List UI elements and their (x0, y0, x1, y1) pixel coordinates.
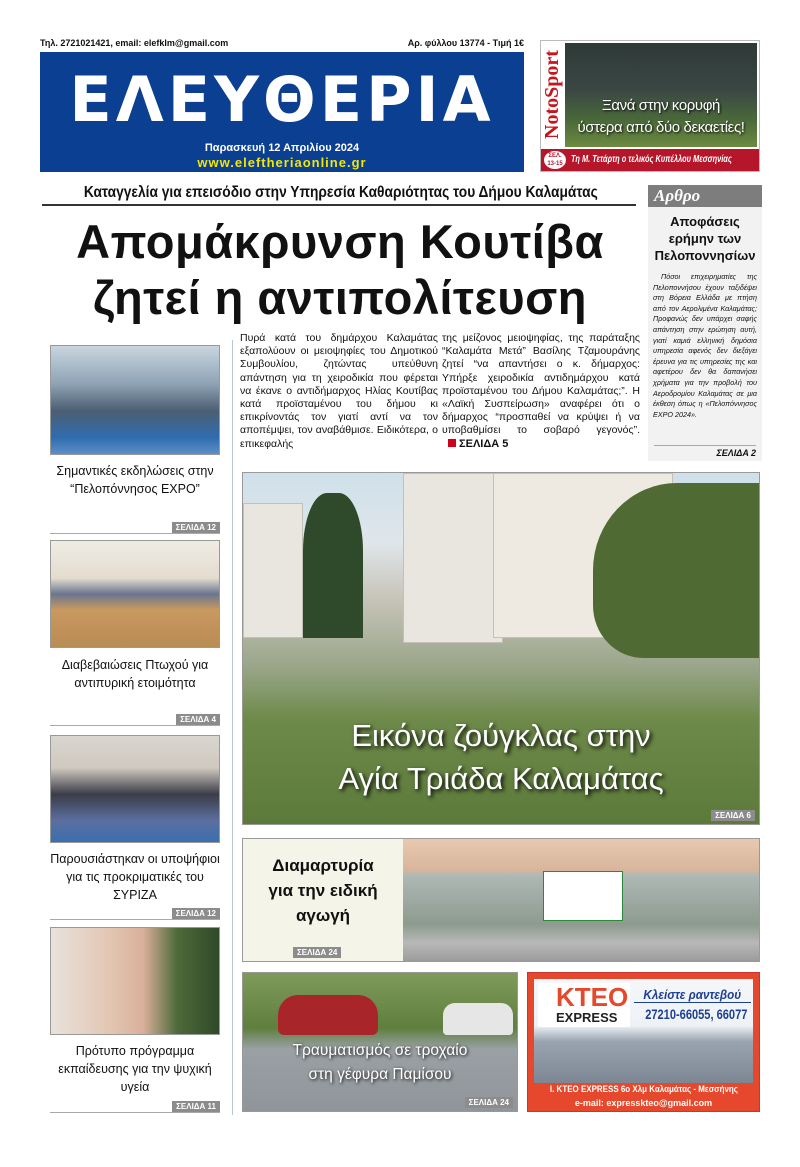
headline-line: Απομάκρυνση Κουτίβα (76, 215, 604, 268)
column-divider (232, 340, 233, 1115)
page-tag: ΣΕΛΙΔΑ 12 (172, 908, 220, 919)
story-caption[interactable]: Διαβεβαιώσεις Πτωχού για αντιπυρική ετοιμότητα (61, 658, 209, 690)
lead-headline[interactable] (30, 214, 650, 326)
team-photo (565, 43, 757, 147)
page-tag: ΣΕΛΙΔΑ 12 (172, 522, 220, 533)
photo-headline: Αγία Τριάδα Καλαμάτας (338, 761, 664, 796)
ad-cta: Κλείστε ραντεβού (643, 987, 742, 1002)
logo-text: EXPRESS (556, 1010, 618, 1025)
photo-headline: Εικόνα ζούγκλας στην (351, 718, 651, 753)
ad-cta-box (634, 987, 751, 1003)
portrait-photo (50, 927, 220, 1035)
story-caption[interactable]: Παρουσιάστηκαν οι υποψήφιοι για τις προκριματικές του ΣΥΡΙΖΑ (50, 852, 220, 902)
opinion-label: Αρθρο (648, 185, 762, 207)
lead-body-col2-box (442, 332, 640, 451)
opinion-page: ΣΕΛΙΔΑ 2 (654, 445, 756, 458)
page-tag: ΣΕΛΙΔΑ 4 (176, 714, 220, 725)
accident-headline (243, 1039, 517, 1087)
issue-info: Αρ. φύλλου 13774 - Τιμή 1€ (407, 38, 524, 48)
page-tag: ΣΕΛΙΔΑ 6 (711, 810, 755, 821)
logo-text: ΚΤΕΟ (556, 982, 629, 1012)
sport-brand: NotoSport (541, 41, 563, 149)
red-car (278, 995, 378, 1035)
square-icon (448, 439, 456, 447)
lead-body-col1: Πυρά κατά του δημάρχου Καλαμάτας εξαπολύουν οι μειοψηφίες του Δημοτικού Συμβουλίου, ζητώντας υπεύθυνη απάντηση για τη χειροδικία που φέρεται να έκανε ο αντιδήμαρχος Ηλίας Κουτίβας κατά προϊσταμένου του δήμου κι επικρίνοντάς τον γιατί αντί να τον αποπέμψει, τον αναβάθμισε. Ειδικότερα, ο επικεφαλής (240, 332, 438, 450)
lead-kicker-box (42, 184, 636, 206)
kteo-advertisement[interactable] (527, 972, 760, 1112)
protest-story[interactable] (242, 838, 760, 962)
kteo-logo (538, 983, 630, 1027)
page-tag: ΣΕΛΙΔΑ 24 (293, 947, 341, 958)
opinion-title: Αποφάσεις ερήμην των Πελοποννησίων (654, 214, 756, 263)
protest-text-panel (243, 839, 403, 961)
page-badge: ΣΕΛ. 13-15 (544, 151, 566, 169)
ad-address-box (528, 1084, 759, 1096)
headline-line: στη γέφυρα Παμίσου (308, 1066, 452, 1083)
sport-bar-text: Τη Μ. Τετάρτη ο τελικός Κυπέλλου Μεσσηνίας (571, 154, 732, 165)
headline-line: ζητεί η αντιπολίτευση (92, 271, 588, 324)
page-ref (50, 522, 220, 534)
banner (543, 871, 623, 921)
website-link[interactable]: www.eleftheriaonline.gr (197, 155, 367, 170)
issue-date: Παρασκευή 12 Απριλίου 2024 (204, 142, 360, 154)
ad-email[interactable]: e-mail: expressktеo@gmail.com (574, 1098, 713, 1108)
protest-title: Διαμαρτυρία για την ειδική αγωγή (268, 856, 378, 925)
sport-caption: ύστερα από δύο δεκαετίες! (577, 119, 745, 136)
white-car (443, 1003, 513, 1035)
photo-story[interactable] (242, 472, 760, 825)
lead-body-col2: της μείζονος μειοψηφίας, της παράταξης “Καλαμάτα Μετά” Βασίλης Τζαμουράνης ζητεί “να απαντήσει ο κ. δήμαρχος: Υπήρξε χειροδικία αντιδημάρχου κατά προϊσταμένου του Δήμου Καλαμάτας;”. Η «Λαϊκή Συσπείρωση» αναφέρει ότι ο δήμαρχος “προσπαθεί να κρύψει ή να υποβαθμίσει το σοβαρό γεγονός”. (442, 332, 640, 437)
lead-page-ref[interactable] (448, 438, 508, 450)
contact-line: Τηλ. 2721021421, email: elefklm@gmail.com (40, 38, 229, 48)
sport-caption: Ξανά στην κορυφή (601, 97, 721, 114)
story-caption[interactable]: Πρότυπο πρόγραμμα εκπαίδευσης για την ψυχική υγεία (58, 1044, 212, 1094)
building (403, 473, 503, 643)
masthead (40, 52, 524, 172)
ad-email-box (528, 1097, 759, 1109)
building (243, 503, 303, 638)
meeting-photo (50, 540, 220, 648)
opinion-body: Πόσοι επιχειρηματίες της Πελοποννήσου έχουν ταξιδέψει στη Βόρεια Ελλάδα με πτήση από τον Αερολιμένα Καλαμάτας; Προφανώς δεν υπάρχει σαφής απάντηση στην ερώτηση αυτή, γιατί καμιά ελληνική δημόσια υπηρεσία αφενός δεν διεξάγει έρευνα για τις υπηρεσίες της και αφετέρου δεν θα δαπανήσει χρήματα για την προβολή του Αεροδρομίου Καλαμάτας σε μια έκθεση όπως η «Πελοπόννησος EXPO 2024». (653, 272, 757, 419)
newspaper-logo: ΕΛΕΥΘΕΡΙΑ (69, 63, 495, 136)
page-label: ΣΕΛΙΔΑ 5 (459, 437, 509, 450)
sport-bar (541, 149, 759, 171)
story-caption[interactable]: Σημαντικές εκδηλώσεις στην “Πελοπόννησος EXPO” (56, 464, 214, 496)
ad-phones-box (634, 1007, 751, 1022)
headline-line: Τραυματισμός σε τροχαίο (292, 1042, 468, 1059)
ad-address: Ι. ΚΤΕΟ EXPRESS 6ο Χλμ Καλαμάτας - Μεσσήνης (549, 1084, 738, 1095)
sport-teaser[interactable] (540, 40, 760, 172)
accident-story[interactable] (242, 972, 518, 1112)
page-tag: ΣΕΛΙΔΑ 24 (465, 1097, 513, 1108)
opinion-column[interactable] (648, 185, 762, 461)
page-ref (50, 714, 220, 726)
ad-photo (534, 979, 753, 1083)
lead-kicker: Καταγγελία για επεισόδιο στην Υπηρεσία Καθαριότητας του Δήμου Καλαμάτας (83, 184, 598, 201)
tree (593, 483, 760, 658)
candidates-photo (50, 735, 220, 843)
fence-photo (403, 839, 759, 961)
expo-photo (50, 345, 220, 455)
page-tag: ΣΕΛΙΔΑ 11 (172, 1101, 220, 1112)
tree (303, 493, 363, 638)
ad-phones[interactable]: 27210-66055, 66077 (645, 1007, 748, 1022)
page-ref (50, 1101, 220, 1113)
page-ref (50, 908, 220, 920)
